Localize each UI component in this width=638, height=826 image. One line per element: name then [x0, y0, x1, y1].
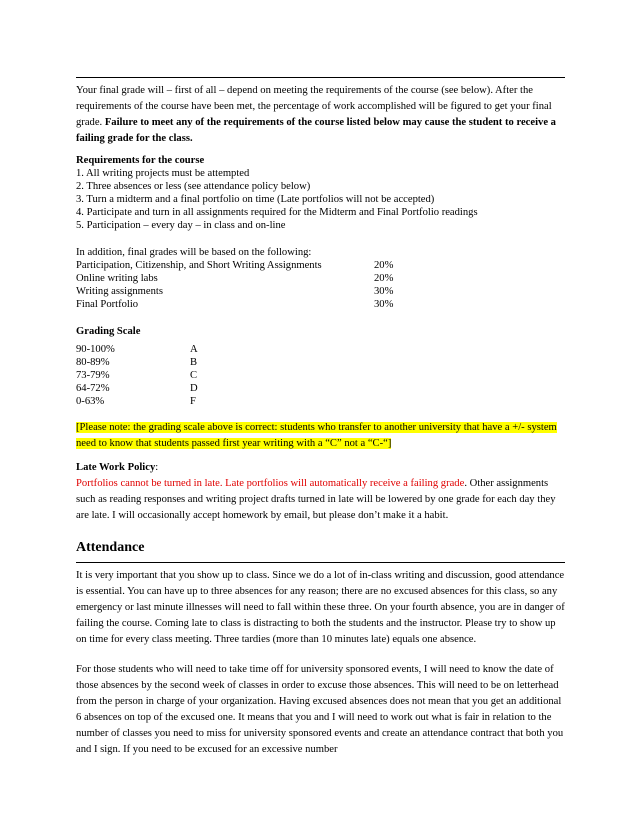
attendance-paragraph: It is very important that you show up to class. Since we do a lot of in-class writing and discussion, good attendance is essential. You can have up to three absences for any reason; there are no excused absences for this class, so any emergency or last minute illnesses will need to fall within these three. On your fourth absence, you are in danger of failing the course. Coming late to class is distracting to both the students and the instructor. Please try to show up on time for every class meeting. Three tardies (more than 10 minutes late) equals one absence.	[76, 570, 565, 645]
allocation-value: 30%	[374, 286, 394, 297]
grade-range: 73-79%	[76, 370, 110, 381]
allocation-value: 30%	[374, 299, 394, 310]
attendance-paragraph: For those students who will need to take time off for university sponsored events, I will need to know the date of those absences by the second week of classes in order to excuse those absences. This will need to be on letterhead from the person in charge of your organization. Having excused absences does not mean that you get an additional 6 absences on top of the excused one. It means that you and I will need to work out what is fair in relation to the number of classes you need to miss for university sponsored events and create an attendance contract that both you and I sign. If you need to be excused for an excessive number	[76, 664, 564, 755]
grade-range: 90-100%	[76, 344, 115, 355]
attendance-rule	[76, 562, 565, 563]
allocation-label: Writing assignments	[76, 286, 163, 297]
allocation-row	[76, 298, 565, 311]
intro-text: Your final grade will – first of all – depend on meeting the requirements of the course (see below). After the requirements of the course have been met, the percentage of work accomplished will be figured to get your final grade.	[76, 85, 552, 128]
attendance-heading: Attendance	[76, 540, 145, 555]
grade-letter: F	[190, 396, 196, 407]
requirement-item: 4. Participate and turn in all assignments required for the Midterm and Final Portfolio readings	[76, 207, 478, 218]
late-work-heading: Late Work Policy	[76, 462, 156, 473]
late-work-policy	[76, 460, 565, 524]
requirement-item: 2. Three absences or less (see attendance policy below)	[76, 181, 311, 192]
allocation-label: Final Portfolio	[76, 299, 139, 310]
late-work-warning: Portfolios cannot be turned in late. Late portfolios will automatically receive a failing grade	[76, 478, 465, 489]
requirements-heading: Requirements for the course	[76, 155, 205, 166]
grade-letter: B	[190, 357, 198, 368]
grading-scale-row	[76, 343, 565, 356]
allocation-row	[76, 259, 565, 272]
allocation-row	[76, 272, 565, 285]
grade-range: 0-63%	[76, 396, 105, 407]
grade-letter: A	[190, 344, 198, 355]
grading-scale-row	[76, 395, 565, 408]
late-work-text: . Other assignments such as reading responses and writing project drafts turned in late will be lowered by one grade for each day they are late. I will occasionally accept homework by email, but please don’t make it a habit.	[76, 478, 556, 521]
allocation-intro: In addition, final grades will be based on the following:	[76, 247, 312, 258]
highlighted-note: [Please note: the grading scale above is correct: students who transfer to another university that have a +/- system need to know that students passed first year writing with a “C” not a “C-“]	[76, 422, 557, 449]
intro-paragraph	[76, 83, 565, 147]
allocation-label: Participation, Citizenship, and Short Writing Assignments	[76, 260, 322, 271]
requirements-section	[76, 154, 565, 232]
intro-warning: Failure to meet any of the requirements of the course listed below may cause the student to receive a failing grade for the class.	[76, 117, 556, 144]
grading-scale-row	[76, 356, 565, 369]
grading-scale-heading: Grading Scale	[76, 326, 141, 337]
requirement-item: 5. Participation – every day – in class and on-line	[76, 220, 286, 231]
grade-letter: C	[190, 370, 198, 381]
requirement-item: 3. Turn a midterm and a final portfolio on time (Late portfolios will not be accepted)	[76, 194, 435, 205]
grading-scale-row	[76, 382, 565, 395]
requirement-item: 1. All writing projects must be attempted	[76, 168, 250, 179]
allocation-label: Online writing labs	[76, 273, 158, 284]
late-work-colon: :	[155, 462, 159, 473]
grading-scale-section	[76, 325, 565, 408]
grade-letter: D	[190, 383, 198, 394]
grade-range: 80-89%	[76, 357, 110, 368]
allocation-row	[76, 285, 565, 298]
top-rule	[76, 77, 565, 78]
grading-scale-row	[76, 369, 565, 382]
allocation-section	[76, 246, 565, 311]
grade-range: 64-72%	[76, 383, 110, 394]
allocation-value: 20%	[374, 273, 394, 284]
allocation-value: 20%	[374, 260, 394, 271]
grading-note	[76, 420, 565, 452]
